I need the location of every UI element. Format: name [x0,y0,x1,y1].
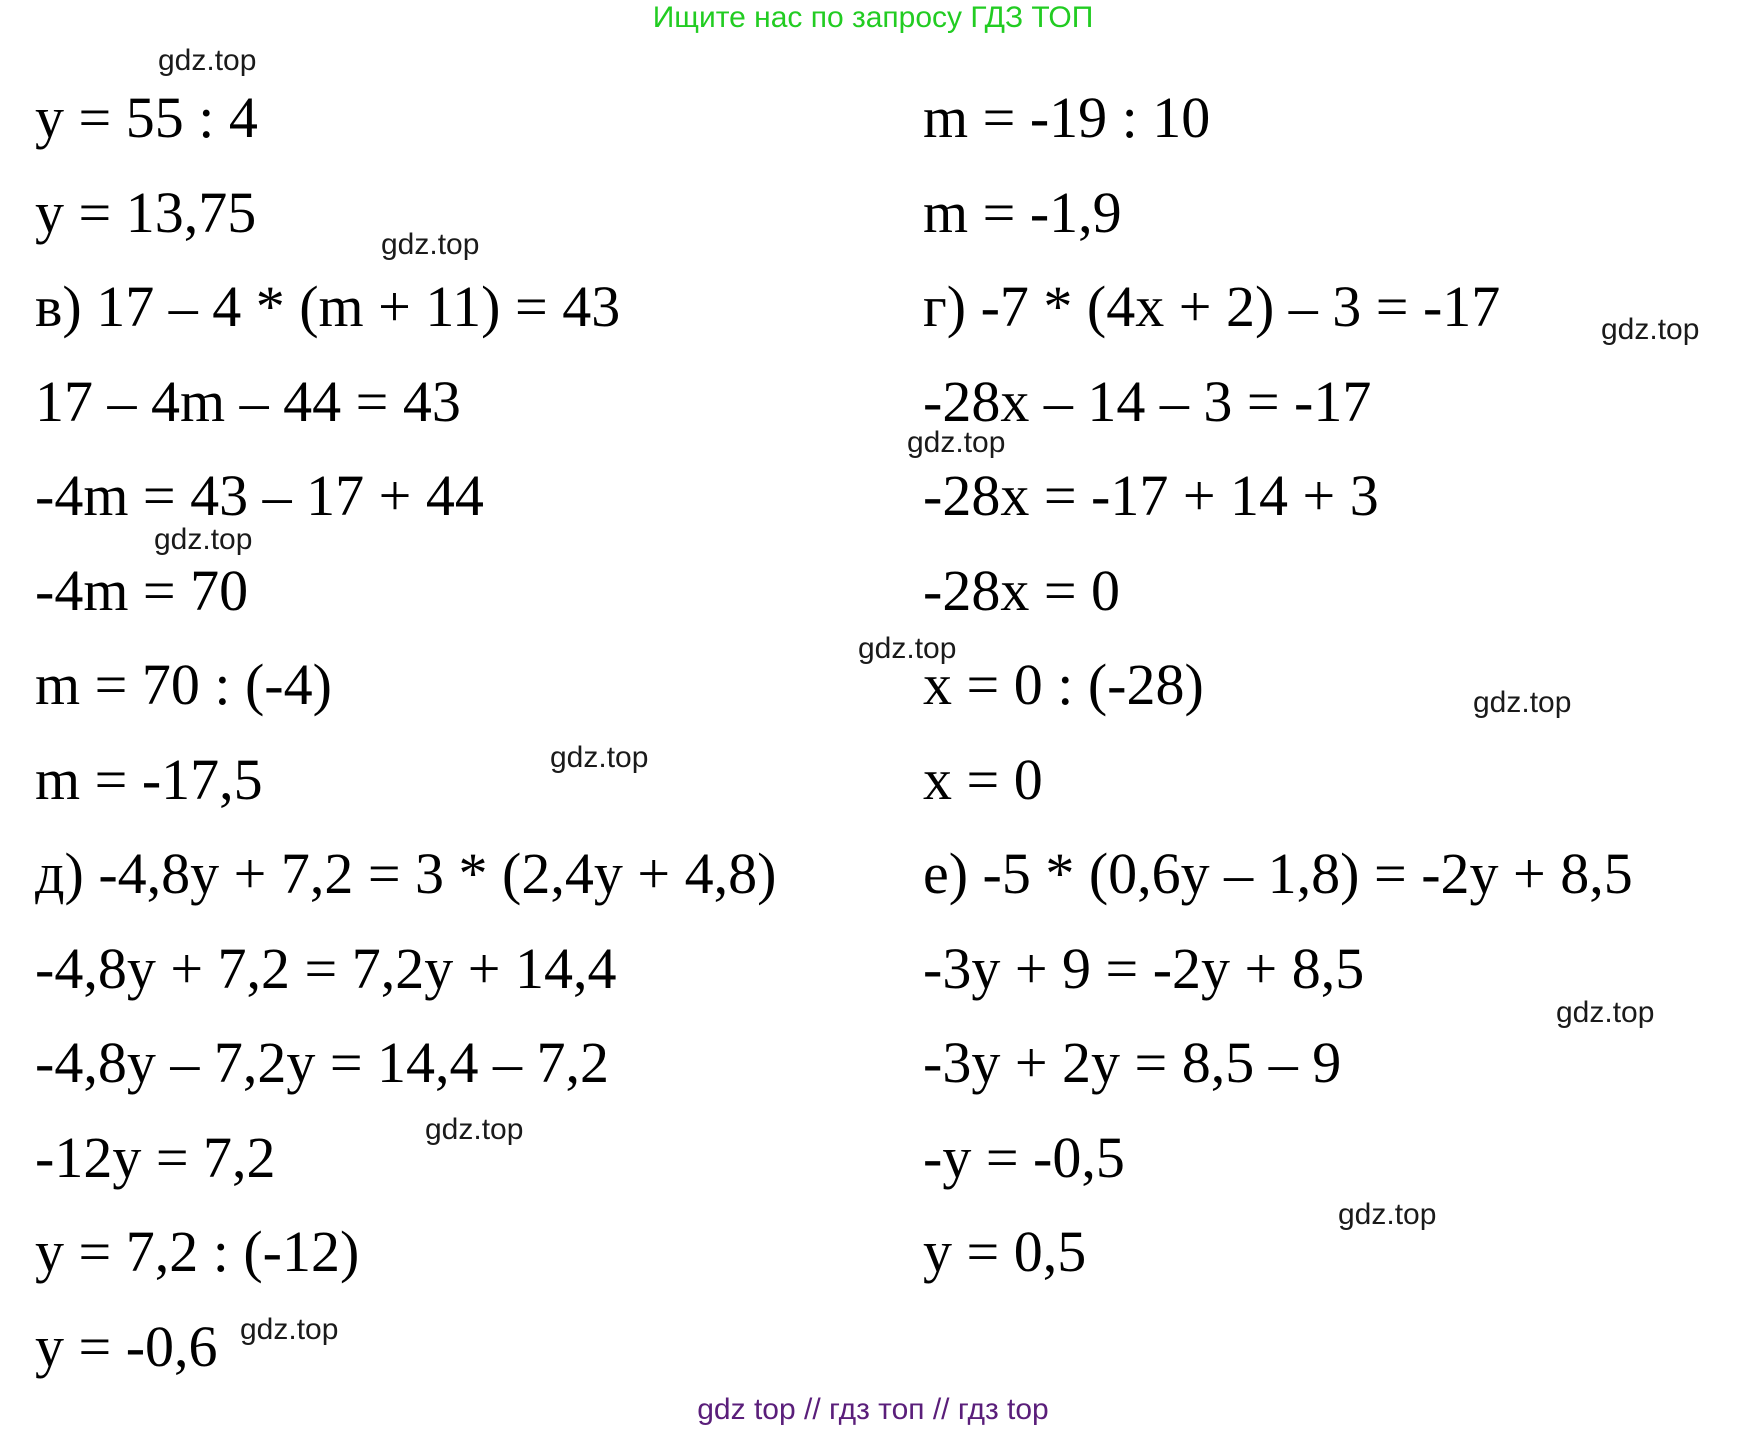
equation-line: -28x = 0 [923,557,1121,623]
site-banner: Ищите нас по запросу ГДЗ ТОП [652,1,1094,34]
watermark: gdz.top [1338,1198,1437,1231]
equation-line: -4m = 70 [35,557,249,623]
equation-line: -28x = -17 + 14 + 3 [923,463,1379,528]
equation-line: y = 0,5 [923,1219,1087,1284]
equation-line: y = -0,6 [35,1313,218,1379]
equation-line: x = 0 : (-28) [923,652,1204,717]
left-solution-column [35,83,895,1406]
equation-line: -4,8y + 7,2 = 7,2y + 14,4 [35,935,617,1001]
watermark: gdz.top [154,523,253,556]
watermark: gdz.top [550,741,649,774]
watermark: gdz.top [1473,686,1572,719]
watermark: gdz.top [158,44,257,77]
equation-line: -y = -0,5 [923,1124,1125,1190]
equation-line: в) 17 – 4 * (m + 11) = 43 [35,274,621,339]
watermark: gdz.top [1601,313,1700,346]
equation-line: г) -7 * (4x + 2) – 3 = -17 [923,274,1501,339]
equation-line: -12y = 7,2 [35,1124,276,1190]
equation-line: m = 70 : (-4) [35,652,332,717]
equation-line: y = 13,75 [35,179,257,245]
equation-line: -28x – 14 – 3 = -17 [923,368,1372,434]
equation-line: 17 – 4m – 44 = 43 [35,368,461,434]
watermark: gdz.top [1556,996,1655,1029]
equation-line: д) -4,8y + 7,2 = 3 * (2,4y + 4,8) [35,841,777,906]
equation-line: y = 7,2 : (-12) [35,1219,360,1284]
equation-line: m = -19 : 10 [923,85,1211,150]
watermark: gdz.top [425,1113,524,1146]
watermark: gdz.top [240,1313,339,1346]
equation-line: m = -17,5 [35,746,263,812]
site-footer: gdz top // гдз топ // гдз top [697,1393,1049,1426]
equation-line: y = 55 : 4 [35,85,258,150]
equation-line: x = 0 [923,746,1043,812]
watermark: gdz.top [381,228,480,261]
equation-line: -4,8y – 7,2y = 14,4 – 7,2 [35,1030,610,1095]
equation-line: -4m = 43 – 17 + 44 [35,463,484,528]
equation-line: m = -1,9 [923,179,1122,245]
watermark: gdz.top [858,632,957,665]
equation-line: -3y + 2y = 8,5 – 9 [923,1030,1342,1095]
watermark: gdz.top [907,426,1006,459]
right-solution-column [923,83,1723,1312]
equation-line: е) -5 * (0,6y – 1,8) = -2y + 8,5 [923,841,1633,906]
equation-line: -3y + 9 = -2y + 8,5 [923,935,1365,1001]
